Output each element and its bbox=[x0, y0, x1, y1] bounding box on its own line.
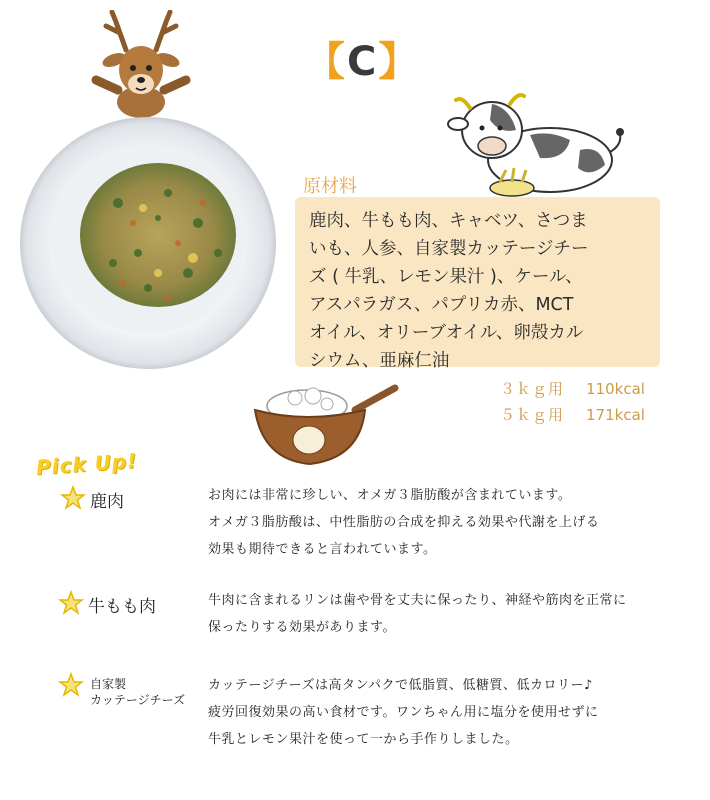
desc-line: 保ったりする効果があります。 bbox=[208, 620, 396, 635]
ingredients-line: オイル、オリーブオイル、卵殻カル bbox=[309, 323, 584, 343]
calorie-row bbox=[500, 378, 645, 399]
desc-line: 牛乳とレモン果汁を使って一から手作りしました。 bbox=[208, 732, 519, 747]
pickup-heading: Pick Up! bbox=[35, 448, 139, 480]
star-icon bbox=[60, 485, 86, 511]
badge-letter: C bbox=[347, 39, 379, 85]
ingredients-line: アスパラガス、パプリカ赤、MCT bbox=[309, 295, 574, 315]
pickup-item-desc bbox=[208, 672, 598, 753]
badge-bracket-right: 】 bbox=[378, 39, 421, 85]
calorie-value: 171kcal bbox=[586, 406, 645, 424]
title-line: 自家製 bbox=[90, 677, 127, 691]
ingredients-line: シウム、亜麻仁油 bbox=[309, 351, 450, 371]
calorie-size: ３ｋｇ用 bbox=[500, 380, 565, 398]
calorie-value: 110kcal bbox=[586, 380, 645, 398]
variant-badge bbox=[305, 30, 420, 87]
star-icon bbox=[58, 672, 84, 698]
pickup-item-desc bbox=[208, 482, 599, 563]
star-icon bbox=[58, 590, 84, 616]
title-line: カッテージチーズ bbox=[90, 693, 186, 707]
desc-line: 疲労回復効果の高い食材です。ワンちゃん用に塩分を使用せずに bbox=[208, 705, 599, 720]
ingredients-line: 鹿肉、牛もも肉、キャベツ、さつま bbox=[309, 211, 588, 231]
desc-line: お肉には非常に珍しい、オメガ３脂肪酸が含まれています。 bbox=[208, 488, 572, 503]
pickup-item-desc bbox=[208, 587, 627, 641]
ingredients-line: いも、人参、自家製カッテージチー bbox=[309, 239, 589, 259]
desc-line: カッテージチーズは高タンパクで低脂質、低糖質、低カロリー♪ bbox=[208, 678, 593, 693]
cow-illustration bbox=[430, 90, 630, 205]
ingredients-title: 原材料 bbox=[303, 176, 357, 197]
desc-line: 効果も期待できると言われています。 bbox=[208, 542, 437, 557]
calorie-size: ５ｋｇ用 bbox=[500, 406, 565, 424]
pickup-item-title: 牛もも肉 bbox=[88, 597, 156, 617]
deer-illustration bbox=[88, 10, 198, 120]
food-plate-photo bbox=[18, 113, 278, 373]
pickup-item-title bbox=[90, 676, 185, 708]
ingredients-box bbox=[295, 197, 660, 371]
cheese-bowl-illustration bbox=[245, 380, 405, 475]
badge-bracket-left: 【 bbox=[305, 39, 347, 85]
pickup-item-title: 鹿肉 bbox=[90, 492, 124, 512]
desc-line: 牛肉に含まれるリンは歯や骨を丈夫に保ったり、神経や筋肉を正常に bbox=[208, 593, 627, 608]
desc-line: オメガ３脂肪酸は、中性脂肪の合成を抑える効果や代謝を上げる bbox=[208, 515, 600, 530]
ingredients-line: ズ ( 牛乳、レモン果汁 )、ケール、 bbox=[309, 267, 583, 287]
calorie-row bbox=[500, 404, 645, 425]
